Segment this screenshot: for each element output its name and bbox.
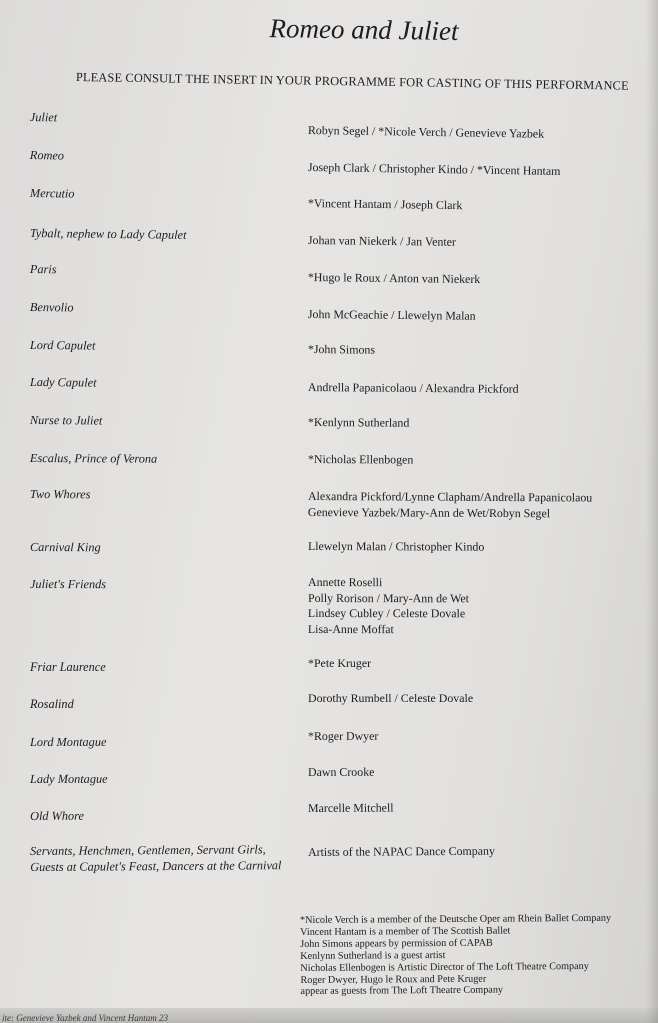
role-line: Lord Capulet <box>29 337 96 353</box>
role-name <box>30 185 295 205</box>
cast-line: *Hugo le Roux / Anton van Niekerk <box>307 270 481 287</box>
cut-off-caption: ite: Genevieve Yazbek and Vincent Hantam 23 <box>2 1013 168 1023</box>
cast-line: Genevieve Yazbek/Mary-Ann de Wet/Robyn Segel <box>307 504 551 520</box>
cast-names <box>308 728 648 744</box>
role-line: Two Whores <box>29 487 91 502</box>
cast-names <box>308 691 648 707</box>
cast-line: *John Simons <box>307 342 376 357</box>
role-name <box>30 299 295 318</box>
cast-names <box>308 415 648 433</box>
role-line: Rosalind <box>30 697 74 711</box>
cast-line: Marcelle Mitchell <box>308 800 394 815</box>
cast-line: Alexandra Pickford/Lynne Clapham/Andrella Papanicolaou <box>307 489 593 505</box>
role-line: Lord Montague <box>30 734 107 749</box>
cast-names <box>308 380 648 398</box>
role-name <box>30 261 295 280</box>
cast-line: Joseph Clark / Christopher Kindo / *Vincent Hantam <box>307 160 561 178</box>
cast-line: John McGeachie / Llewelyn Malan <box>307 307 476 323</box>
cast-names <box>308 843 648 861</box>
cast-line: *Pete Kruger <box>308 656 372 670</box>
cast-line: Lindsey Cubley / Celeste Dovale <box>307 605 466 621</box>
footnote-line: Roger Dwyer, Hugo le Roux and Pete Kruger <box>300 973 487 986</box>
role-name <box>30 734 295 750</box>
footnote-line: Vincent Hantam is a member of The Scottish Ballet <box>300 925 511 938</box>
role-line: Tybalt, nephew to Lady Capulet <box>29 225 187 242</box>
cast-names <box>308 489 648 522</box>
cast-names <box>308 656 648 672</box>
cast-names <box>308 160 648 181</box>
role-line: Servants, Henchmen, Gentlemen, Servant Girls, <box>30 842 266 858</box>
footnote-line: *Nicole Verch is a member of the Deutsche Oper am Rhein Ballet Company <box>300 912 612 926</box>
cast-line: Annette Roselli <box>307 575 383 590</box>
cast-line: Dawn Crooke <box>308 764 375 779</box>
role-name <box>30 412 295 430</box>
role-line: Romeo <box>29 147 65 163</box>
footnote-line: Kenlynn Sutherland is a guest artist <box>300 949 446 962</box>
cast-line: Polly Rorison / Mary-Ann de Wet <box>307 590 469 605</box>
footnotes <box>300 913 651 999</box>
role-line: Nurse to Juliet <box>29 412 103 428</box>
role-name <box>30 696 295 712</box>
role-name <box>30 576 295 592</box>
cast-line: *Roger Dwyer <box>308 728 379 743</box>
role-name <box>30 841 295 875</box>
cast-names <box>308 452 648 469</box>
footnote-line: appear as guests from The Loft Theatre Company <box>300 985 504 998</box>
cast-line: *Nicholas Ellenbogen <box>307 452 414 467</box>
role-name <box>30 486 295 503</box>
role-line: Guests at Capulet's Feast, Dancers at the Carnival <box>30 858 282 874</box>
role-name <box>30 450 295 467</box>
cast-line: Andrella Papanicolaou / Alexandra Pickford <box>307 380 519 396</box>
role-name <box>30 539 295 556</box>
role-line: Lady Capulet <box>29 374 97 390</box>
cast-names <box>308 196 648 216</box>
role-line: Juliet's Friends <box>29 577 107 592</box>
role-name <box>30 225 295 244</box>
role-name <box>30 659 295 675</box>
page-title: Romeo and Juliet <box>269 13 459 47</box>
cast-names <box>308 270 648 290</box>
role-line: Mercutio <box>29 185 75 201</box>
role-name <box>30 807 295 824</box>
role-line: Benvolio <box>29 299 74 315</box>
role-name <box>30 337 295 355</box>
role-name <box>30 374 295 392</box>
footnote-line: John Simons appears by permission of CAPAB <box>300 937 493 950</box>
role-name <box>30 109 295 129</box>
role-line: Lady Montague <box>30 771 108 786</box>
role-line: Old Whore <box>30 808 84 823</box>
role-line: Escalus, Prince of Verona <box>29 451 158 466</box>
cast-names <box>308 123 648 144</box>
cast-line: Lisa-Anne Moffat <box>307 621 394 636</box>
role-line: Carnival King <box>29 540 101 555</box>
footnote-line: Nicholas Ellenbogen is Artistic Director of The Loft Theatre Company <box>300 960 589 974</box>
cast-line: *Vincent Hantam / Joseph Clark <box>307 196 463 213</box>
cast-names <box>308 575 648 638</box>
cast-names <box>308 799 648 816</box>
cast-line: Llewelyn Malan / Christopher Kindo <box>307 539 485 554</box>
cast-names <box>308 307 648 326</box>
role-line: Paris <box>29 261 57 277</box>
cast-line: Robyn Segel / *Nicole Verch / Genevieve Yazbek <box>307 123 545 141</box>
cast-line: Dorothy Rumbell / Celeste Dovale <box>308 691 474 705</box>
casting-notice: PLEASE CONSULT THE INSERT IN YOUR PROGRAMME FOR CASTING OF THIS PERFORMANCE <box>75 70 629 93</box>
cast-names <box>308 539 648 556</box>
role-name <box>30 147 295 167</box>
role-name <box>30 770 295 787</box>
cast-line: *Kenlynn Sutherland <box>307 415 410 430</box>
role-line: Friar Laurence <box>30 660 106 674</box>
cast-names <box>308 342 648 360</box>
cast-names <box>308 233 648 253</box>
role-line: Juliet <box>29 109 58 125</box>
cast-line: Johan van Niekerk / Jan Venter <box>307 233 457 249</box>
cast-names <box>308 764 648 781</box>
page-shadow <box>646 0 658 1023</box>
cast-line: Artists of the NAPAC Dance Company <box>308 843 495 859</box>
